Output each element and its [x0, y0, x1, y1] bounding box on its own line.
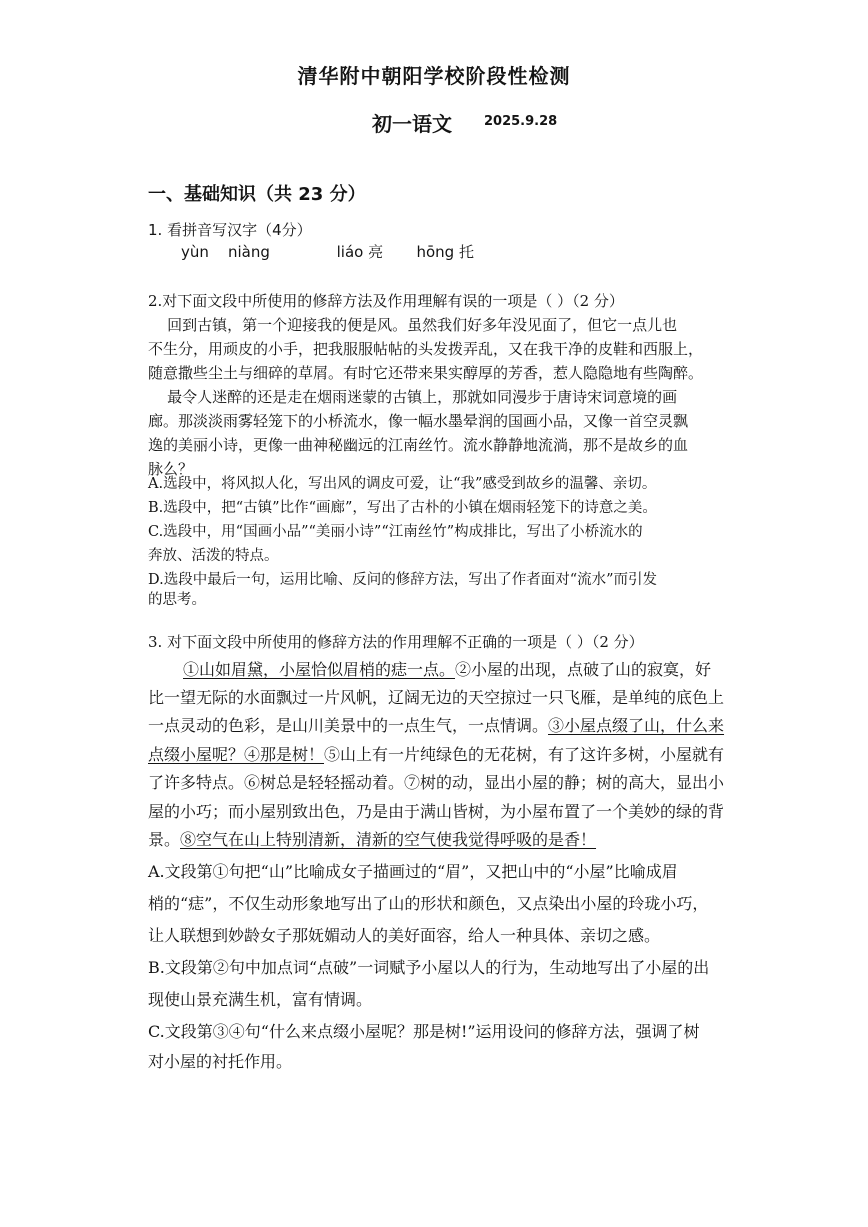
q2-option-c-cont: 奔放、活泼的特点。 [148, 548, 279, 564]
q3-passage-line [148, 716, 724, 736]
q3-passage-line: 屋的小巧；而小屋别致出色，乃是由于满山皆树，为小屋布置了一个美妙的绿的背 [148, 802, 725, 821]
section-heading: 一、基础知识（共 23 分） [148, 184, 366, 205]
q2-option-d-cont: 的思考。 [148, 592, 206, 608]
q3-underlined-sentence: ①山如眉黛，小屋恰似眉梢的痣一点。 [183, 660, 456, 679]
q3-stem: 3. 对下面文段中所使用的修辞方法的作用理解不正确的一项是（ ）（2 分） [148, 633, 644, 651]
q3-passage-line [183, 660, 711, 680]
q3-underlined-sentence: ③小屋点缀了山，什么来 [548, 716, 725, 735]
q1-stem: 1. 看拼音写汉字（4分） [148, 221, 312, 239]
q2-option-b: B.选段中，把“古镇”比作“画廊”，写出了古朴的小镇在烟雨轻笼下的诗意之美。 [148, 500, 657, 516]
q2-passage-line: 逸的美丽小诗，更像一曲神秘幽远的江南丝竹。流水静静地流淌，那不是故乡的血 [148, 436, 689, 454]
q3-option-a-cont: 梢的“痣”，不仅生动形象地写出了山的形状和颜色，又点染出小屋的玲珑小巧， [148, 894, 709, 913]
q3-passage-line [148, 745, 724, 765]
q2-passage-line: 廊。那淡淡雨雾轻笼下的小桥流水，像一幅水墨晕润的国画小品，又像一首空灵飘 [148, 412, 689, 430]
exam-title: 清华附中朝阳学校阶段性检测 [297, 64, 571, 88]
q2-passage-line: 脉么？ [148, 460, 194, 478]
q3-underlined-sentence: 点缀小屋呢？④那是树！ [148, 745, 325, 764]
q3-option-a-cont: 让人联想到妙龄女子那妩媚动人的美好面容，给人一种具体、亲切之感。 [148, 926, 661, 945]
q3-passage-line [148, 830, 596, 850]
q1-pinyin: yùn niàng liáo 亮 hōng 托 [181, 243, 474, 261]
q3-option-c: C.文段第③④句“什么来点缀小屋呢？那是树!”运用设问的修辞方法，强调了树 [148, 1022, 700, 1041]
q3-option-a: A.文段第①句把“山”比喻成女子描画过的“眉”，又把山中的“小屋”比喻成眉 [148, 862, 678, 881]
q3-passage-text: 景。 [148, 830, 181, 849]
subject-title: 初一语文 [372, 112, 452, 136]
q2-passage-line: 最令人迷醉的还是走在烟雨迷蒙的古镇上，那就如同漫步于唐诗宋词意境的画 [148, 388, 678, 406]
q3-passage-line: 比一望无际的水面飘过一片风帆，辽阔无边的天空掠过一只飞雁，是单纯的底色上 [148, 688, 725, 707]
q3-option-b-cont: 现使山景充满生机，富有情调。 [148, 990, 373, 1009]
q2-option-d: D.选段中最后一句，运用比喻、反问的修辞方法，写出了作者面对“流水”而引发 [148, 572, 658, 588]
q3-underlined-sentence: ⑧空气在山上特别清新，清新的空气使我觉得呼吸的是香！ [180, 830, 597, 849]
q2-option-a: A.选段中，将风拟人化，写出风的调皮可爱，让“我”感受到故乡的温馨、亲切。 [148, 476, 657, 492]
q3-passage-text: ⑤山上有一片纯绿色的无花树，有了这许多树，小屋就有 [324, 745, 725, 764]
q2-option-c: C.选段中，用“国画小品”“美丽小诗”“江南丝竹”构成排比，写出了小桥流水的 [148, 524, 643, 540]
q3-passage-text: ②小屋的出现，点破了山的寂寞，好 [455, 660, 712, 679]
q3-option-c-cont: 对小屋的衬托作用。 [148, 1052, 293, 1071]
q2-passage-line: 随意撒些尘土与细碎的草屑。有时它还带来果实醇厚的芳香，惹人隐隐地有些陶醉。 [148, 364, 704, 382]
q3-passage-line: 了许多特点。⑥树总是轻轻摇动着。⑦树的动，显出小屋的静；树的高大，显出小 [148, 773, 725, 792]
exam-date: 2025.9.28 [484, 114, 558, 129]
q2-passage-line: 不生分，用顽皮的小手，把我服服帖帖的头发拨弄乱，又在我干净的皮鞋和西服上， [148, 340, 704, 358]
q3-passage-text: 一点灵动的色彩，是山川美景中的一点生气，一点情调。 [148, 716, 549, 735]
q2-stem: 2.对下面文段中所使用的修辞方法及作用理解有误的一项是（ ）（2 分） [148, 292, 624, 310]
q3-option-b: B.文段第②句中加点词“点破”一词赋予小屋以人的行为，生动地写出了小屋的出 [148, 958, 710, 977]
q2-passage-line: 回到古镇，第一个迎接我的便是风。虽然我们好多年没见面了，但它一点儿也 [148, 316, 678, 334]
